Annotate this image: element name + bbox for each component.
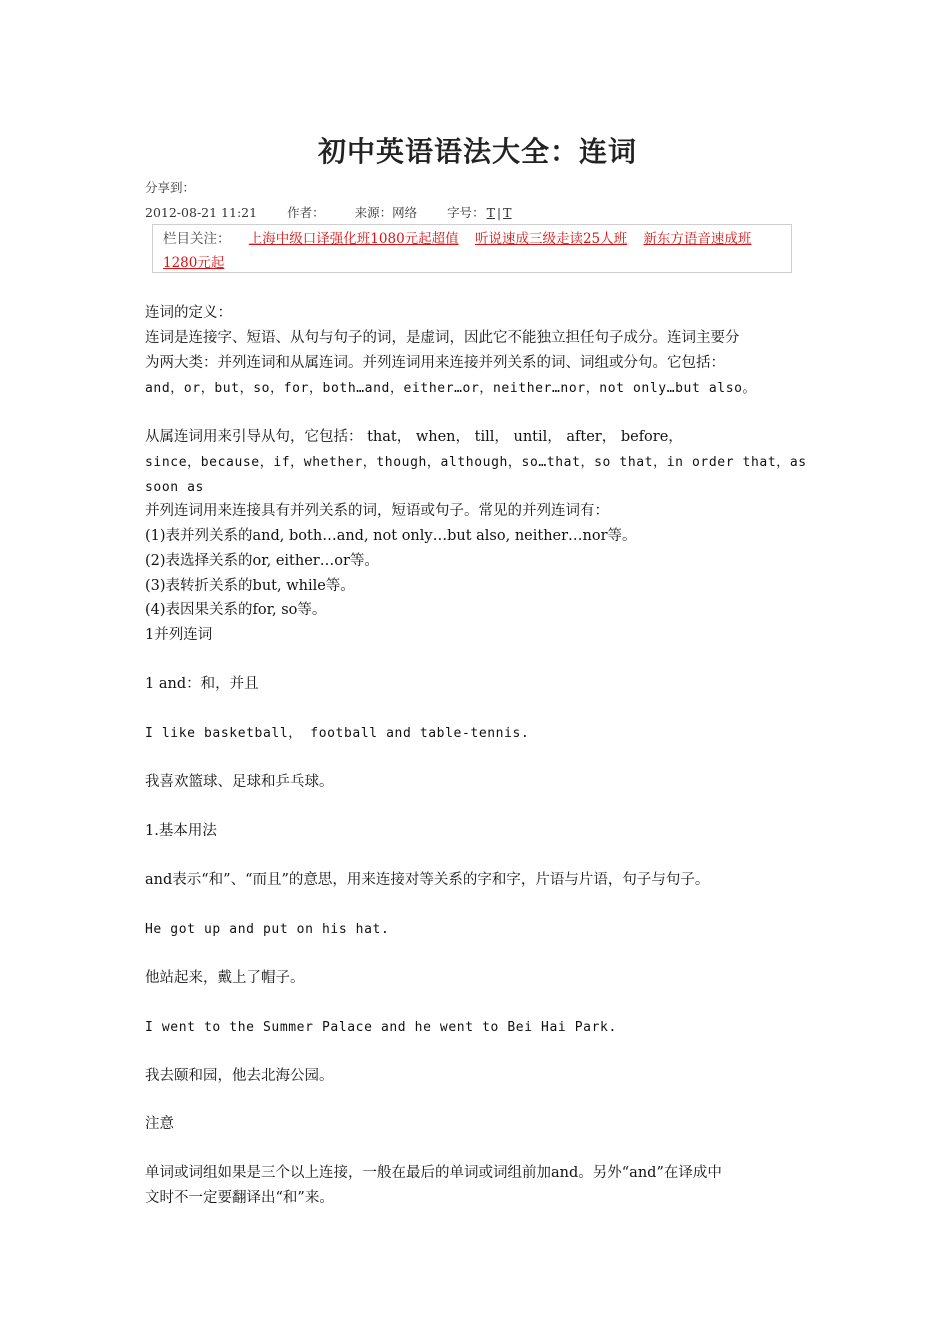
body-line: 连词的定义： [145, 305, 232, 321]
example-en: He got up and put on his hat. [145, 922, 390, 937]
body-line: 从属连词用来引导从句，它包括： that， when， till， until， after， before， [145, 429, 683, 445]
share-label: 分享到： [145, 180, 196, 195]
note-heading: 注意 [145, 1116, 174, 1132]
body-line: (3)表转折关系的but, while等。 [145, 578, 355, 594]
example-cn: 我喜欢篮球、足球和乒乓球。 [145, 774, 334, 790]
body-line: 文时不一定要翻译出“和”来。 [145, 1190, 334, 1206]
subsection-heading: 1.基本用法 [145, 823, 217, 839]
font-size-separator: | [496, 205, 502, 220]
page-title: 初中英语语法大全：连词 [317, 135, 637, 168]
example-en: I went to the Summer Palace and he went to Bei Hai Park. [145, 1020, 617, 1035]
body-line: (2)表选择关系的or, either…or等。 [145, 553, 379, 569]
example-en: I like basketball， football and table-tennis. [145, 726, 530, 741]
body-line: 并列连词用来连接具有并列关系的词，短语或句子。常见的并列连词有： [145, 503, 609, 519]
body-line: 单词或词组如果是三个以上连接，一般在最后的单词或词组前加and。另外“and”在译成中 [145, 1165, 722, 1181]
column-focus-label: 栏目关注： [163, 231, 231, 247]
body-line: 为两大类：并列连词和从属连词。并列连词用来连接并列关系的词、词组或分句。它包括： [145, 355, 725, 371]
article-info [145, 203, 539, 221]
author-label: 作者： [287, 205, 325, 220]
ad-link-phonetics[interactable]: 新东方语音速成班 [643, 231, 752, 247]
body-line: (4)表因果关系的for, so等。 [145, 602, 327, 618]
font-size-label: 字号： [447, 205, 485, 220]
example-cn: 他站起来，戴上了帽子。 [145, 970, 305, 986]
body-line: (1)表并列关系的and, both…and, not only…but also, neither…nor等。 [145, 528, 637, 544]
ad-link-phonetics-cont[interactable]: 1280元起 [163, 255, 225, 271]
section-heading: 1并列连词 [145, 627, 213, 643]
ad-link-interpretation[interactable]: 上海中级口译强化班1080元起超值 [248, 231, 459, 247]
body-line: and，or，but，so，for，both…and，either…or，neither…nor，not only…but also。 [145, 381, 757, 396]
source-label: 来源：网络 [354, 205, 418, 220]
column-focus-box [152, 224, 792, 273]
body-line: since，because，if，whether，though，although，so…that，so that，in order that，as [145, 455, 807, 470]
body-line: soon as [145, 480, 204, 495]
font-size-control [447, 205, 513, 220]
body-line: and表示“和”、“而且”的意思，用来连接对等关系的字和字，片语与片语，句子与句子。 [145, 872, 710, 888]
ad-link-listening[interactable]: 听说速成三级走读25人班 [474, 231, 628, 247]
example-cn: 我去颐和园，他去北海公园。 [145, 1068, 334, 1084]
publish-date: 2012-08-21 11:21 [145, 205, 258, 220]
font-small-link[interactable]: T [486, 205, 495, 220]
body-line: 1 and：和，并且 [145, 676, 259, 692]
body-line: 连词是连接字、短语、从句与句子的词，是虚词，因此它不能独立担任句子成分。连词主要分 [145, 330, 740, 346]
font-large-link[interactable]: T [503, 205, 512, 220]
